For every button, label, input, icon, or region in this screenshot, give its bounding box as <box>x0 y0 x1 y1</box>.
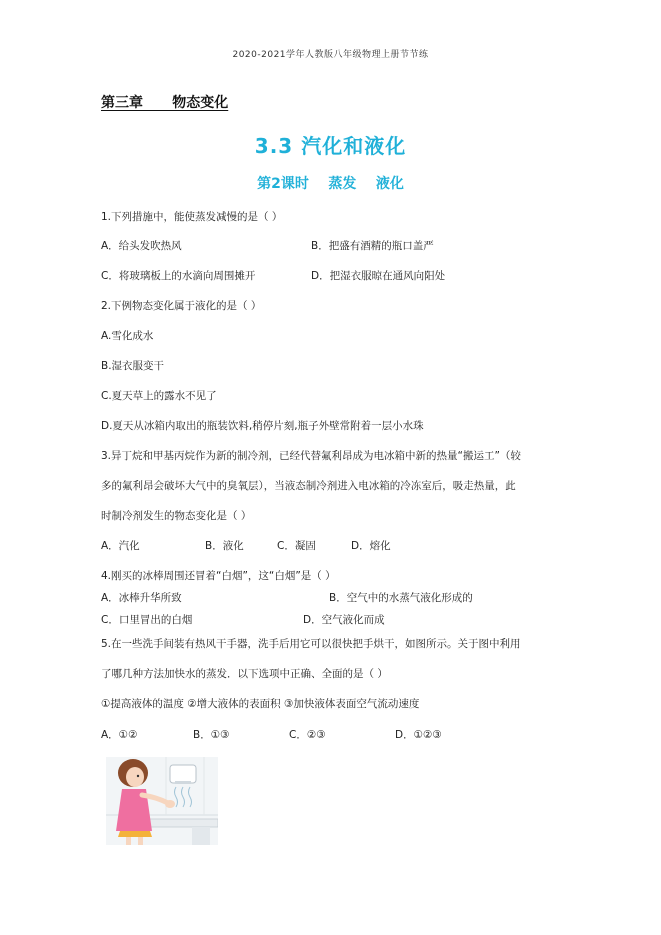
q4-option-d: D．空气液化而成 <box>303 614 385 626</box>
q2-option-d: D.夏天从冰箱内取出的瓶装饮料,稍停片刻,瓶子外壁常附着一层小水珠 <box>101 420 424 432</box>
q4-stem: 4.刚买的冰棒周围还冒着“白烟”，这“白烟”是（ ） <box>101 570 336 582</box>
q5-option-c: C．②③ <box>289 729 326 741</box>
lesson-subtitle: 第2课时 蒸发 液化 <box>257 176 404 192</box>
q1-stem: 1.下列措施中，能使蒸发减慢的是（ ） <box>101 211 283 223</box>
q5-option-b: B．①③ <box>193 729 230 741</box>
q3-option-b: B．液化 <box>205 540 244 552</box>
q4-option-b: B．空气中的水蒸气液化形成的 <box>329 592 473 604</box>
q1-option-b: B．把盛有酒精的瓶口盖严 <box>311 240 434 252</box>
q2-option-b: B.湿衣服变干 <box>101 360 165 372</box>
q2-option-c: C.夏天草上的露水不见了 <box>101 390 217 402</box>
q1-option-c: C．将玻璃板上的水滴向周围摊开 <box>101 270 256 282</box>
page-header: 2020-2021学年人教版八年级物理上册节节练 <box>232 50 429 60</box>
q5-methods: ①提高液体的温度 ②增大液体的表面积 ③加快液体表面空气流动速度 <box>101 698 420 710</box>
chapter-heading: 第三章 物态变化 <box>101 95 229 111</box>
q1-option-d: D．把湿衣服晾在通风向阳处 <box>311 270 446 282</box>
q5-option-a: A．①② <box>101 729 138 741</box>
q5-option-d: D．①②③ <box>395 729 442 741</box>
q2-option-a: A.雪化成水 <box>101 330 154 342</box>
q3-option-d: D．熔化 <box>351 540 391 552</box>
q3-stem-line1: 3.异丁烷和甲基丙烷作为新的制冷剂，已经代替氟利昂成为电冰箱中新的热量“搬运工”（较 <box>101 450 521 462</box>
hand-dryer-drawing <box>106 757 218 845</box>
q1-option-a: A．给头发吹热风 <box>101 240 182 252</box>
section-title: 3.3 汽化和液化 <box>254 134 407 158</box>
q5-stem-line1: 5.在一些洗手间装有热风干手器，洗手后用它可以很快把手烘干，如图所示。关于图中利用 <box>101 638 521 650</box>
q3-option-a: A．汽化 <box>101 540 140 552</box>
q3-stem-line3: 时制冷剂发生的物态变化是（ ） <box>101 510 252 522</box>
q4-option-c: C．口里冒出的白烟 <box>101 614 193 626</box>
q5-stem-line2: 了哪几种方法加快水的蒸发．以下选项中正确、全面的是（ ） <box>101 668 388 680</box>
q3-option-c: C．凝固 <box>277 540 316 552</box>
q4-option-a: A．冰棒升华所致 <box>101 592 182 604</box>
hand-dryer-illustration <box>106 757 218 845</box>
q3-stem-line2: 多的氟利昂会破坏大气中的臭氧层），当液态制冷剂进入电冰箱的冷冻室后，吸走热量，此 <box>101 480 516 492</box>
q2-stem: 2.下例物态变化属于液化的是（ ） <box>101 300 262 312</box>
